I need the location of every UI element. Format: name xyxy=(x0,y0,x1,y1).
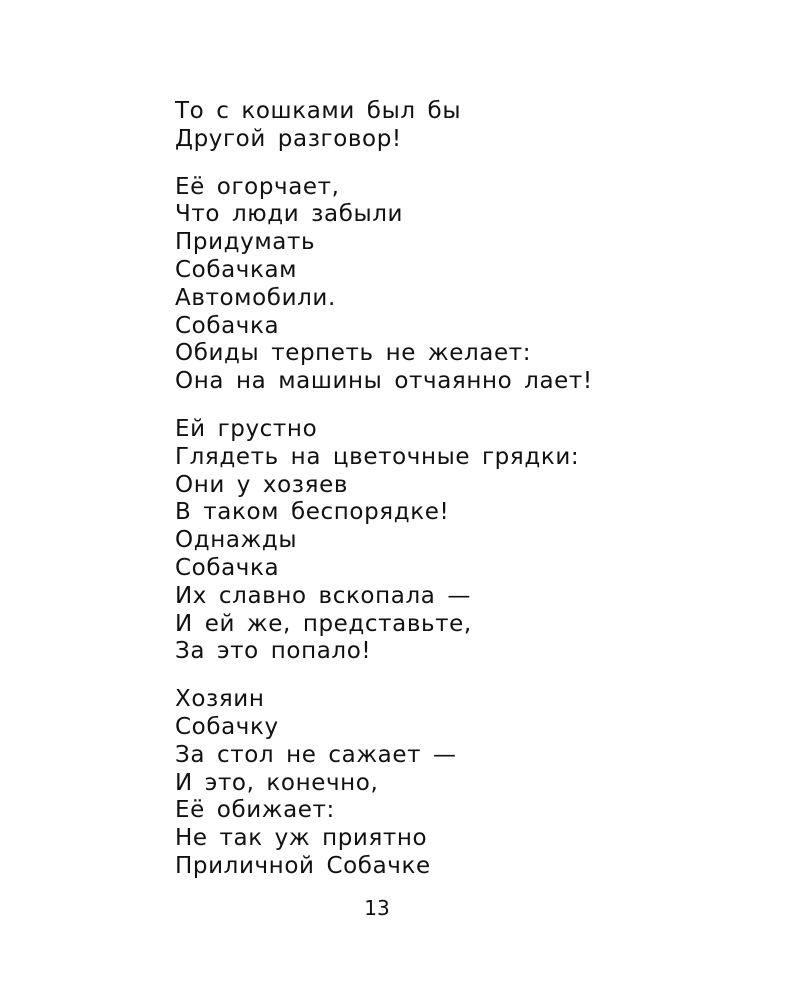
poem-text xyxy=(175,98,775,901)
poem-line: В таком беспорядке! xyxy=(175,499,450,526)
poem-line: Что люди забыли xyxy=(175,201,404,228)
stanza xyxy=(175,174,775,396)
poem-line: Собачкам xyxy=(175,256,298,283)
poem-line: Хозяин xyxy=(175,686,265,713)
poem-line: За это попало! xyxy=(175,638,372,665)
poem-line: Ей грустно xyxy=(175,415,318,442)
poem-line: Обиды терпеть не желает: xyxy=(175,340,532,367)
poem-line: Она на машины отчаянно лает! xyxy=(175,368,593,395)
poem-line: Автомобили. xyxy=(175,284,336,311)
stanza xyxy=(175,416,775,666)
poem-line: И ей же, представьте, xyxy=(175,610,472,637)
poem-line: Придумать xyxy=(175,229,316,256)
stanza xyxy=(175,98,775,154)
poem-line: И это, конечно, xyxy=(175,769,379,796)
poem-line: Они у хозяев xyxy=(175,471,348,498)
poem-line: Её обижает: xyxy=(175,797,335,824)
poem-line: За стол не сажает — xyxy=(175,741,457,768)
poem-line: Однажды xyxy=(175,527,298,554)
poem-line: Другой разговор! xyxy=(175,125,402,152)
page-number: 13 xyxy=(364,896,390,920)
poem-line: Собачка xyxy=(175,312,280,339)
poem-line: Собачку xyxy=(175,713,279,740)
poem-line: Собачка xyxy=(175,554,280,581)
poem-line: Не так уж приятно xyxy=(175,825,428,852)
poem-line: Их славно вскопала — xyxy=(175,582,471,609)
stanza xyxy=(175,686,775,881)
poem-line: Приличной Собачке xyxy=(175,852,431,879)
poem-line: То с кошками был бы xyxy=(175,98,462,124)
poem-line: Глядеть на цветочные грядки: xyxy=(175,443,580,470)
poem-line: Её огорчает, xyxy=(175,173,340,200)
